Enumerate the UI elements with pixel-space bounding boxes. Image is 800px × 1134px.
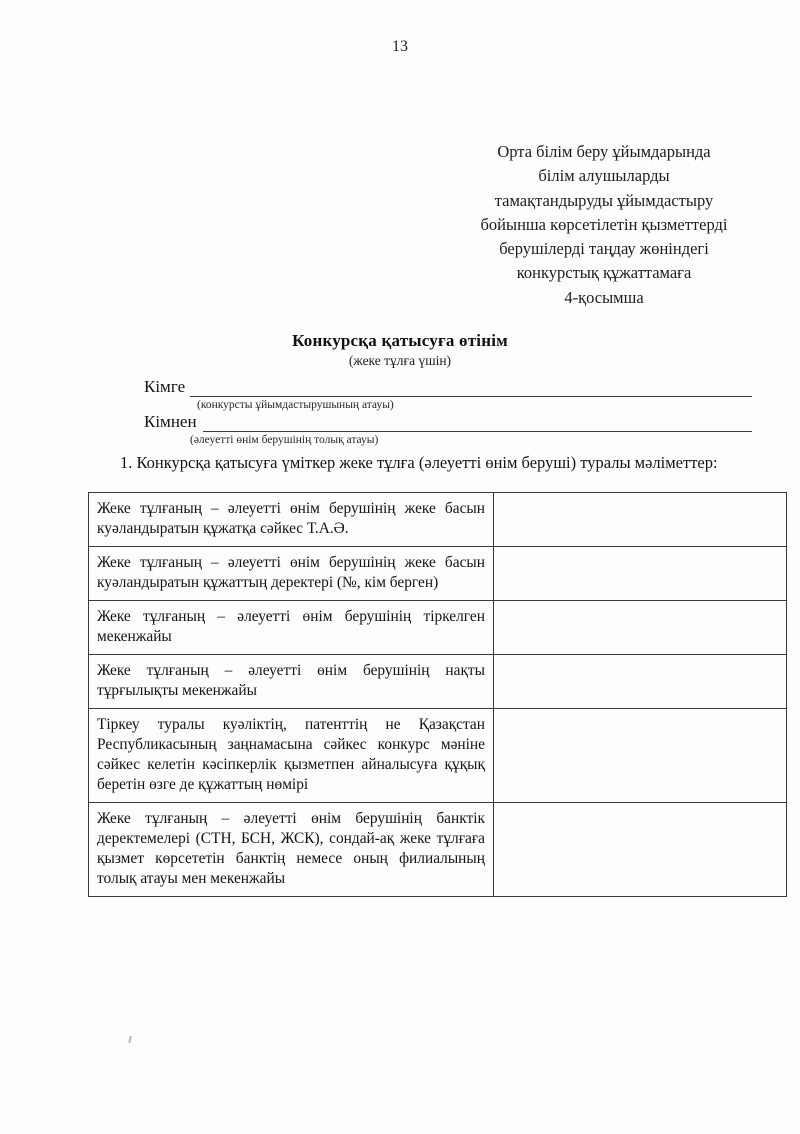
table-cell-label: Жеке тұлғаның – әлеуетті өнім берушінің банктік деректемелері (СТН, БСН, ЖСК), сондай-ақ жеке тұлғаға қызмет көрсететін банктің немесе оның филиалының толық атауы мен мекенжайы	[89, 803, 494, 897]
table-cell-label: Жеке тұлғаның – әлеуетті өнім берушінің тіркелген мекенжайы	[89, 601, 494, 655]
header-line-1: Орта білім беру ұйымдарында	[497, 142, 711, 161]
field-label-kimnen: Кімнен	[144, 412, 197, 431]
header-line-2: білім алушыларды	[538, 166, 670, 186]
field-sender-input[interactable]	[203, 431, 752, 432]
header-line-6: конкурстық құжаттамаға	[516, 263, 692, 283]
field-label-kimge: Кімге	[144, 377, 186, 396]
header-line-4: бойынша көрсетілетін қызметтерді	[480, 214, 728, 234]
table-row	[89, 547, 787, 601]
header-line-5: берушілерді таңдау жөніндегі	[499, 239, 709, 258]
table-cell-value[interactable]	[494, 547, 787, 601]
table-cell-label: Жеке тұлғаның – әлеуетті өнім берушінің жеке басын куәландыратын құжатқа сәйкес Т.А.Ә.	[89, 493, 494, 547]
applicant-details-table	[88, 492, 787, 897]
table-cell-value[interactable]	[494, 803, 787, 897]
field-sender-hint: (әлеуетті өнім берушінің толық атауы)	[190, 434, 379, 446]
table-cell-label: Жеке тұлғаның – әлеуетті өнім берушінің нақты тұрғылықты мекенжайы	[89, 655, 494, 709]
table-cell-value[interactable]	[494, 709, 787, 803]
table-cell-label: Жеке тұлғаның – әлеуетті өнім берушінің жеке басын куәландыратын құжаттың деректері (№, кім берген)	[89, 547, 494, 601]
table-row	[89, 709, 787, 803]
header-line-3: тамақтандыруды ұйымдастыру	[494, 190, 714, 210]
table-cell-value[interactable]	[494, 493, 787, 547]
table-cell-value[interactable]	[494, 655, 787, 709]
page-number: 13	[392, 38, 408, 55]
scan-artifact	[128, 1036, 131, 1043]
document-subtitle: (жеке тұлға үшін)	[348, 353, 452, 368]
table-cell-value[interactable]	[494, 601, 787, 655]
section-paragraph: 1. Конкурсқа қатысуға үміткер жеке тұлға (әлеуетті өнім беруші) туралы мәліметтер:	[120, 453, 718, 472]
document-title: Конкурсқа қатысуға өтінім	[292, 331, 508, 350]
addressee-header-block	[448, 140, 760, 310]
field-addressee-label	[144, 377, 185, 397]
table-row	[89, 803, 787, 897]
table-row	[89, 601, 787, 655]
table-row	[89, 655, 787, 709]
field-addressee-hint: (конкурсты ұйымдастырушының атауы)	[197, 399, 394, 411]
field-sender-label	[144, 412, 197, 432]
table-row	[89, 493, 787, 547]
header-line-7: 4-қосымша	[564, 287, 644, 307]
field-addressee-input[interactable]	[190, 396, 752, 397]
table-cell-label: Тіркеу туралы куәліктің, патенттің не Қазақстан Республикасының заңнамасына сәйкес конкурс мәніне сәйкес келетін кәсіпкерлік қызметпен айналысуға құқық беретін өзге де құжаттың нөмірі	[89, 709, 494, 803]
